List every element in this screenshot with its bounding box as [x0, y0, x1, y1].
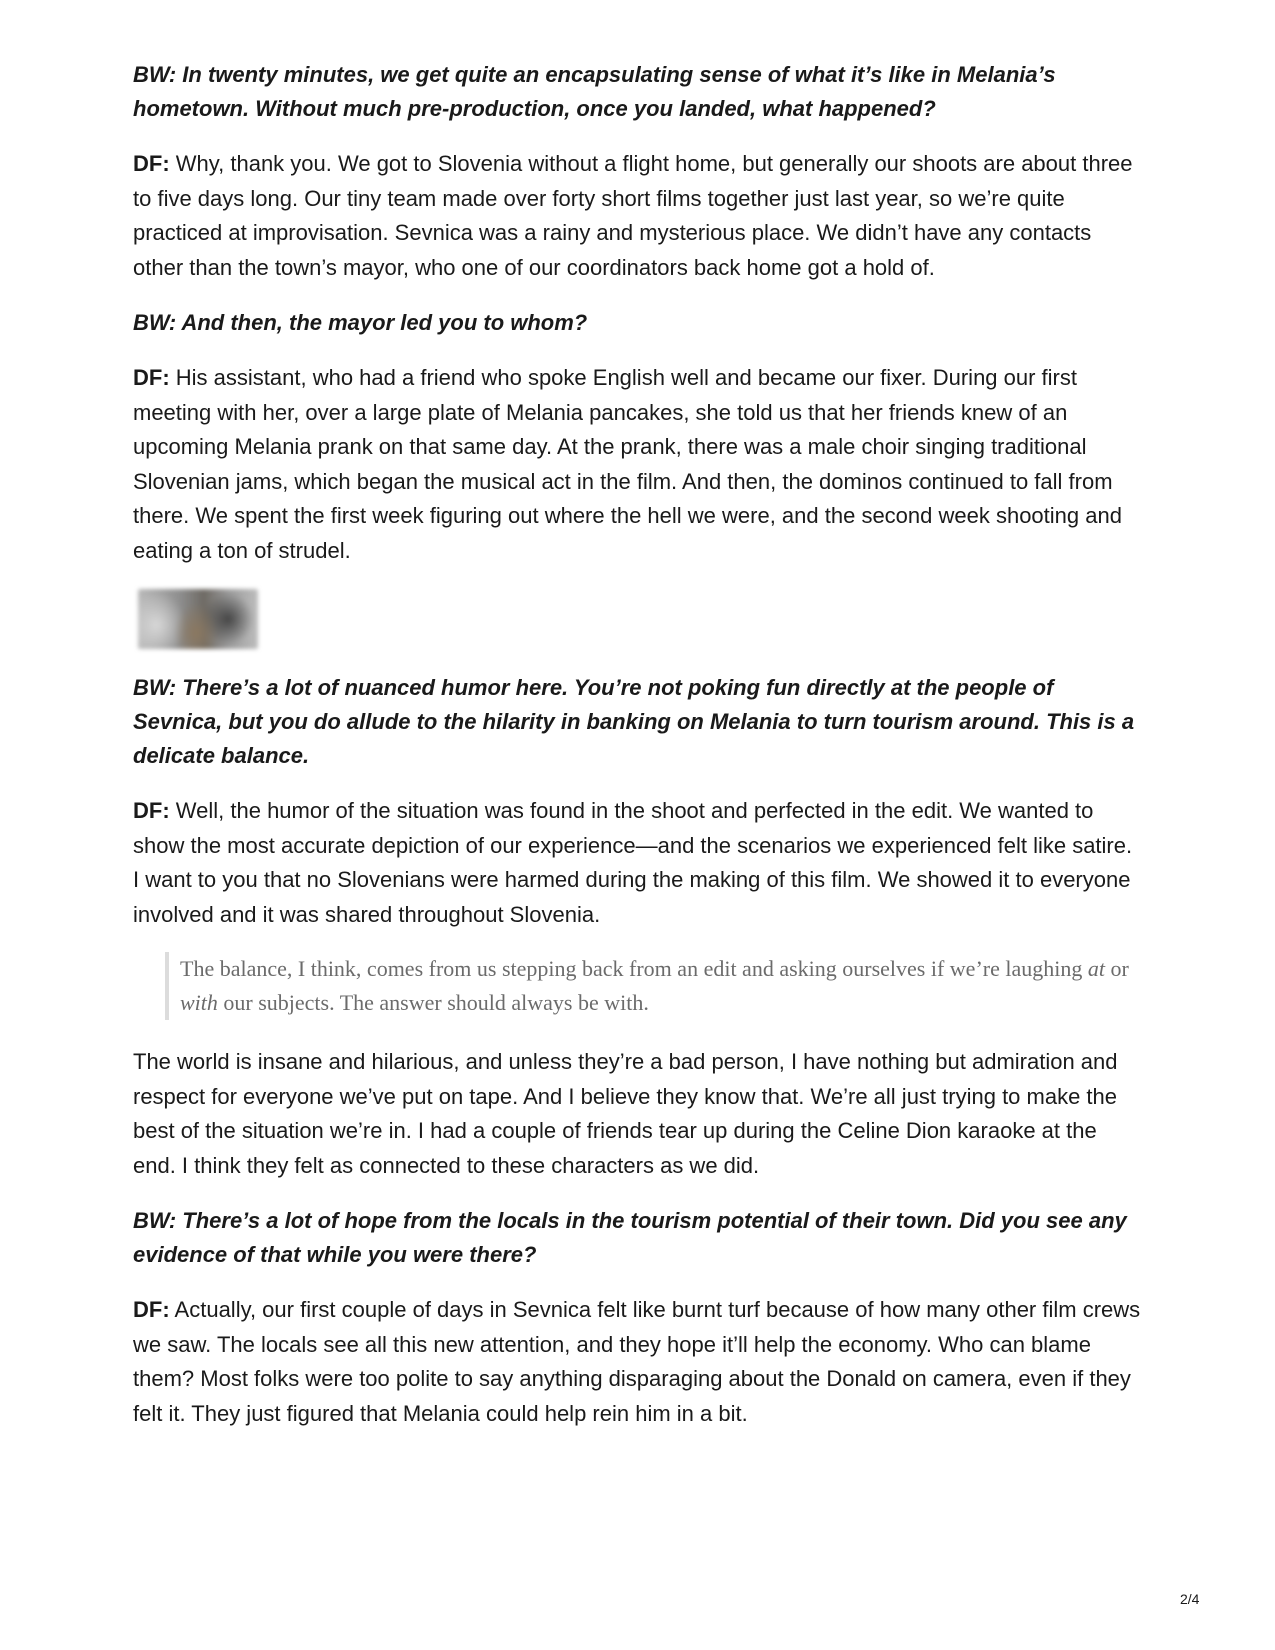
interview-answer	[133, 1293, 1143, 1431]
answer-text: His assistant, who had a friend who spoke English well and became our fixer. During our first meeting with her, over a large plate of Melania pancakes, she told us that her friends knew of an upcoming Melania prank on that same day. At the prank, there was a male choir singing traditional Slovenian jams, which began the musical act in the film. And then, the dominos continued to fall from there. We spent the first week figuring out where the hell we were, and the second week shooting and eating a ton of strudel.	[133, 365, 1122, 563]
interview-question: BW: In twenty minutes, we get quite an encapsulating sense of what it’s like in Melania’s hometown. Without much pre-production, once you landed, what happened?	[133, 62, 1056, 121]
quote-emphasis: with	[180, 990, 218, 1015]
interview-question: BW: There’s a lot of nuanced humor here. You’re not poking fun directly at the people of Sevnica, but you do allude to the hilarity in banking on Melania to turn tourism around. This is a delicate balance.	[133, 675, 1135, 768]
answer-text: Actually, our first couple of days in Sevnica felt like burnt turf because of how many other film crews we saw. The locals see all this new attention, and they hope it’ll help the economy. Who can blame them? Most folks were too polite to say anything disparaging about the Donald on camera, even if they felt it. They just figured that Melania could help rein him in a bit.	[133, 1297, 1141, 1426]
answer-text: Well, the humor of the situation was found in the shoot and perfected in the edit. We wanted to show the most accurate depiction of our experience—and the scenarios we experienced felt like satire. I want to you that no Slovenians were harmed during the making of this film. We showed it to everyone involved and it was shared throughout Slovenia.	[133, 798, 1133, 927]
interview-question: BW: And then, the mayor led you to whom?	[133, 310, 588, 335]
body-paragraph: The world is insane and hilarious, and unless they’re a bad person, I have nothing but admiration and respect for everyone we’ve put on tape. And I believe they know that. We’re all just trying to make the best of the situation we’re in. I had a couple of friends tear up during the Celine Dion karaoke at the end. I think they felt as connected to these characters as we did.	[133, 1049, 1118, 1178]
interview-answer	[133, 794, 1143, 932]
quote-emphasis: at	[1087, 956, 1105, 981]
quote-text: The balance, I think, comes from us stepping back from an edit and asking ourselves if we’re laughing	[180, 956, 1088, 981]
speaker-label: DF:	[133, 151, 170, 176]
interview-question: BW: There’s a lot of hope from the locals in the tourism potential of their town. Did you see any evidence of that while you were there?	[133, 1208, 1127, 1267]
video-thumbnail-image[interactable]	[138, 589, 258, 649]
answer-text: Why, thank you. We got to Slovenia without a flight home, but generally our shoots are about three to five days long. Our tiny team made over forty short films together just last year, so we’re quite practiced at improvisation. Sevnica was a rainy and mysterious place. We didn’t have any contacts other than the town’s mayor, who one of our coordinators back home got a hold of.	[133, 151, 1133, 280]
quote-text: our subjects. The answer should always be with.	[217, 990, 649, 1015]
interview-answer	[133, 147, 1143, 285]
pull-quote	[165, 952, 1143, 1020]
quote-text: or	[1104, 956, 1129, 981]
speaker-label: DF:	[133, 365, 170, 390]
article-body	[133, 58, 1143, 1452]
interview-answer	[133, 361, 1143, 568]
speaker-label: DF:	[133, 1297, 170, 1322]
page-number: 2/4	[1180, 1591, 1200, 1607]
speaker-label: DF:	[133, 798, 170, 823]
